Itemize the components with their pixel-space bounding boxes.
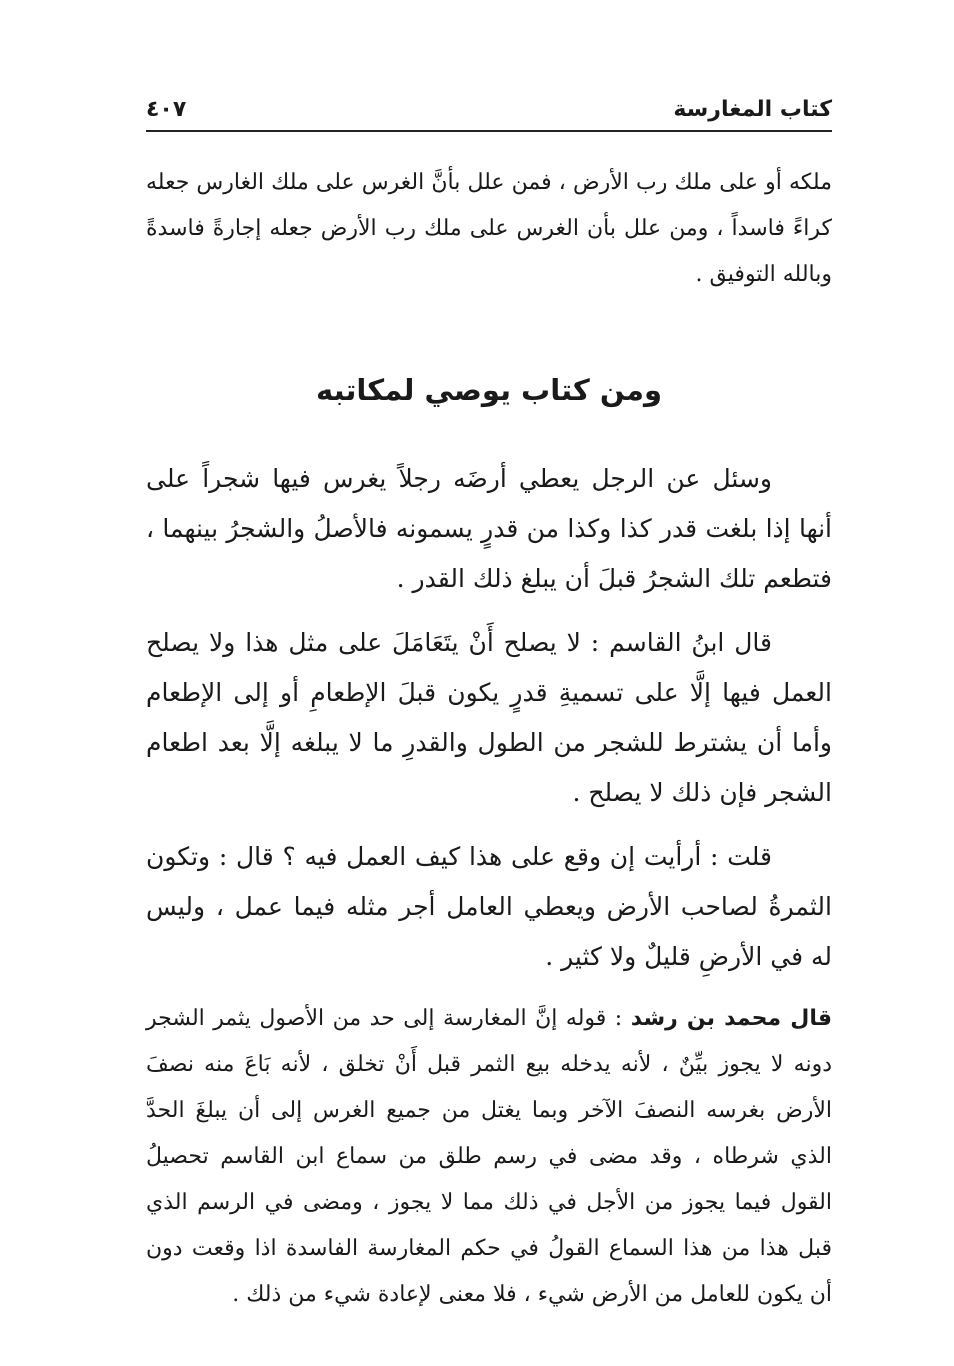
commentary-paragraph: [146, 996, 832, 1318]
section-title: ومن كتاب يوصي لمكاتبه: [316, 373, 662, 407]
commentary-text: : قوله إنَّ المغارسة إلى حد من الأصول يثمر الشجر دونه لا يجوز بيِّنٌ ، لأنه يدخله بيع الثمر قبل أَنْ تخلق ، لأنه بَاعَ منه نصفَ الأرض بغرسه النصفَ الآخر وبما يغتل من جميع الغرس إلى أن يبلغَ الحدَّ الذي شرطاه ، وقد مضى في رسم طلق من سماع ابن القاسم تحصيلُ القول فيما يجوز من الأجل في ذلك مما لا يجوز ، ومضى في الرسم الذي قبل هذا من هذا السماع القولُ في حكم المغارسة الفاسدة اذا وقعت دون أن يكون للعامل من الأرض شيء ، فلا معنى لإعادة شيء من ذلك .: [146, 1006, 832, 1307]
running-title: كتاب المغارسة: [673, 96, 832, 122]
page-header: [146, 92, 832, 126]
page-number: ٤٠٧: [146, 96, 187, 122]
header-rule: [146, 130, 832, 132]
intro-block: [146, 160, 832, 298]
question-paragraph: وسئل عن الرجل يعطي أرضَه رجلاً يغرس فيها شجراً على أنها إذا بلغت قدر كذا وكذا من قدرٍ يسمونه فالأصلُ والشجرُ بينهما ، فتطعم تلك الشجرُ قبلَ أن يبلغ ذلك القدر .: [146, 464, 832, 593]
question-block: [146, 454, 832, 982]
intro-paragraph: ملكه أو على ملك رب الأرض ، فمن علل بأنَّ الغرس على ملك الغارس جعله كراءً فاسداً ، ومن علل بأن الغرس على ملك رب الأرض جعله إجارةً فاسدةً وبالله التوفيق .: [146, 170, 832, 287]
answer-paragraph: قال ابنُ القاسم : لا يصلح أَنْ يتَعَامَلَ على مثل هذا ولا يصلح العمل فيها إلَّا على تسميةِ قدرٍ يكون قبلَ الإطعامِ أو إلى الإطعام وأما أن يشترط للشجر من الطول والقدرِ ما لا يبلغه إلَّا بعد اطعام الشجر فإن ذلك لا يصلح .: [146, 628, 832, 807]
followup-paragraph: قلت : أرأيت إن وقع على هذا كيف العمل فيه ؟ قال : وتكون الثمرةُ لصاحب الأرض ويعطي العامل أجر مثله فيما عمل ، وليس له في الأرضِ قليلٌ ولا كثير .: [146, 842, 832, 971]
commentary-block: [146, 996, 832, 1318]
commentary-lead: قال محمد بن رشد: [630, 1006, 832, 1031]
page-body: [146, 160, 832, 1318]
